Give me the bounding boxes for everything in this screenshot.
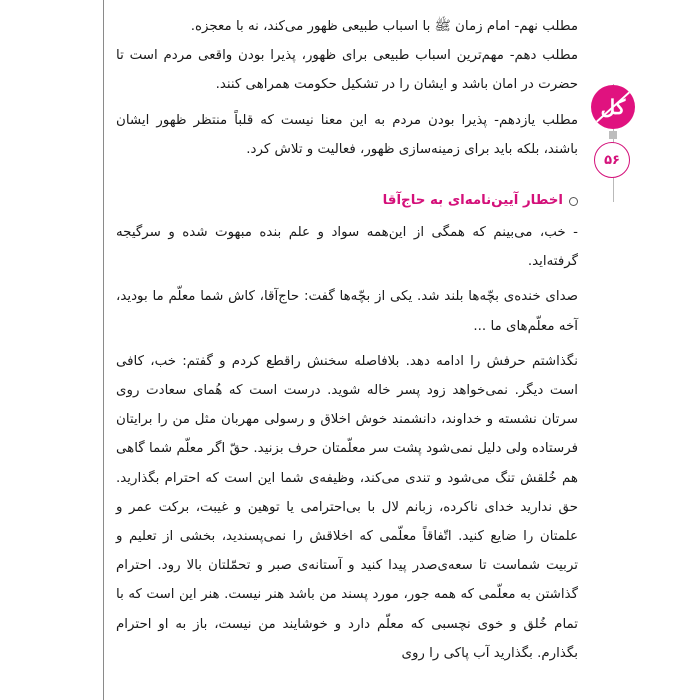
- circle-bullet-icon: [569, 197, 578, 206]
- rail-square-icon: [609, 131, 617, 139]
- paragraph-item-10: مطلب دهم- مهم‌ترین اسباب طبیعی برای ظهور، پذیرا بودن واقعی مردم است تا حضرت در امان باشد و ایشان را در تشکیل حکومت همراهی کنند.: [116, 48, 578, 93]
- paragraph-item-11: مطلب یازدهم- پذیرا بودن مردم به این معنا نیست که قلباً منتظر ظهور ایشان باشند، بلکه باید برای زمینه‌سازی ظهور، فعالیت و تلاش کرد.: [116, 112, 578, 157]
- section-heading: [116, 188, 578, 214]
- dialogue-paragraph: نگذاشتم حرفش را ادامه دهد. بلافاصله سخنش راقطع کردم و گفتم: خب، کافی است دیگر. نمی‌خواهد زود پسر خاله شوید. درست است که هُمای سعادت روی سرتان نشسته و خداوند، دانشمند خوش اخلاق و رسولی مهربان مثل من را برایتان فرستاده ولی دلیل نمی‌شود پشت سر معلّمتان حرف بزنید. حقّ اگر معلّم شما گاهی هم خُلقش تنگ می‌شود و تندی می‌کند، وظیفه‌ی شما این است که احترام بگذارید. حق ندارید خدای ناکرده، زبانم لال با بی‌احترامی یا توهین و غیبت، برکت عمر و علمتان را ضایع کنید. اتّفاقاً معلّمی که اخلاقش را نمی‌پسندید، بخشی از تعلیم و تربیت شماست تا سعه‌ی‌صدر پیدا کنید و آستانه‌ی صبر و تحمّلتان بالا رود. احترام گذاشتن به معلّمی که همه جور، مورد پسند من باشد هنر نیست. هنر این است که با تمام خُلق و خوی نچسبی که معلّم دارد و خوشایند من نیست، باز به او احترام بگذارم. بگذارید آب پاکی را روی: [116, 353, 578, 661]
- publisher-logo-icon: [591, 85, 635, 129]
- logo-text: کل: [600, 95, 626, 119]
- paragraph-item-9: مطلب نهم- امام زمان ﷺ با اسباب طبیعی ظهور می‌کند، نه با معجزه.: [190, 19, 578, 34]
- dialogue-paragraph: - خب، می‌بینم که همگی از این‌همه سواد و علم بنده مبهوت شده و سرگیجه گرفته‌اید.: [116, 225, 578, 270]
- section-heading-text: اخطار آیین‌نامه‌ای به حاج‌آقا: [382, 193, 563, 209]
- page-number-badge: [594, 142, 630, 178]
- dialogue-paragraph: صدای خنده‌ی بچّه‌ها بلند شد. یکی از بچّه‌ها گفت: حاج‌آقا، کاش شما معلّم ما بودید، آخه معلّم‌های ما ...: [116, 289, 578, 334]
- page-body: [116, 12, 578, 668]
- page-frame-line: [103, 0, 104, 700]
- page-number: ۵۶: [604, 152, 620, 168]
- page-side-rail: [590, 84, 636, 204]
